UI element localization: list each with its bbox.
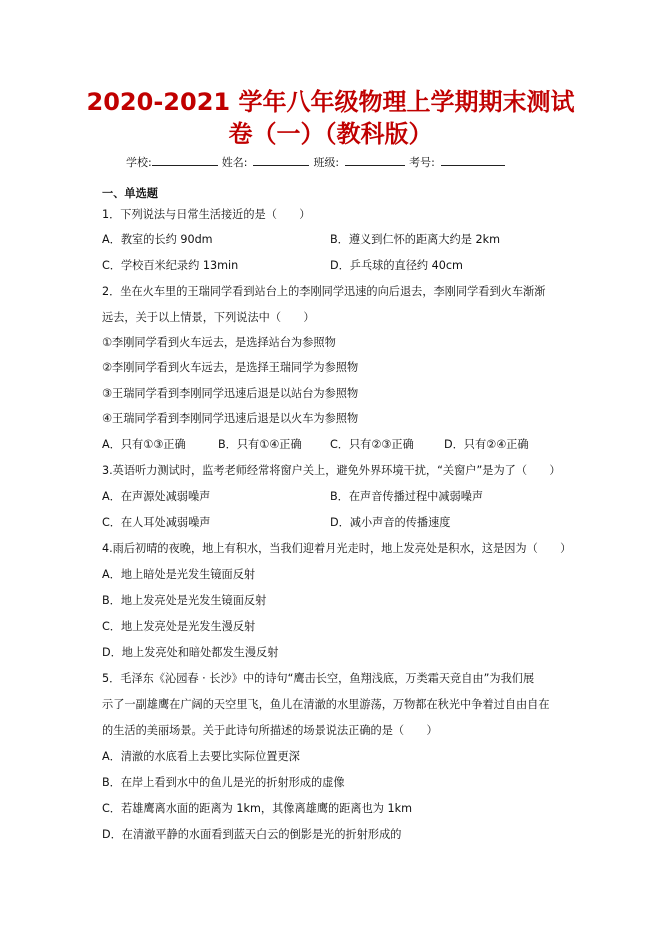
- question-5-option-d: D．在清澈平静的水面看到蓝天白云的倒影是光的折射形成的: [102, 828, 402, 841]
- question-4-stem: 4.雨后初晴的夜晚，地上有积水，当我们迎着月光走时，地上发亮处是积水，这是因为（ ）: [102, 542, 572, 555]
- document-title-line1: 2020-2021 学年八年级物理上学期期末测试: [86, 88, 575, 116]
- question-1-stem: 1．下列说法与日常生活接近的是（ ）: [102, 208, 311, 221]
- question-1-option-d: D．乒乓球的直径约 40cm: [330, 259, 463, 272]
- question-3-stem: 3.英语听力测试时，监考老师经常将窗户关上，避免外界环境干扰，“关窗户”是为了（ ）: [102, 464, 561, 477]
- question-2-stem-line1: 2．坐在火车里的王瑞同学看到站台上的李刚同学迅速的向后退去，李刚同学看到火车渐渐: [102, 285, 546, 298]
- question-5-option-b: B．在岸上看到水中的鱼儿是光的折射形成的虚像: [102, 776, 345, 789]
- question-3-option-a: A．在声源处减弱噪声: [102, 490, 211, 503]
- question-5-stem-line1: 5．毛泽东《沁园春 · 长沙》中的诗句“鹰击长空，鱼翔浅底，万类霜天竞自由”为我们展: [102, 672, 535, 685]
- question-2-stem-line2: 远去，关于以上情景，下列说法中（ ）: [102, 311, 315, 324]
- number-blank[interactable]: [441, 154, 505, 166]
- question-2-statement-2: ②李刚同学看到火车远去，是选择王瑞同学为参照物: [102, 361, 359, 374]
- class-blank[interactable]: [345, 154, 405, 166]
- name-blank[interactable]: [253, 154, 309, 166]
- question-4-option-c: C．地上发亮处是光发生漫反射: [102, 620, 256, 633]
- question-4-option-d: D．地上发亮处和暗处都发生漫反射: [102, 646, 279, 659]
- question-4-option-a: A．地上暗处是光发生镜面反射: [102, 568, 256, 581]
- section-heading-single-choice: 一、单选题: [102, 187, 158, 200]
- question-2-statement-3: ③王瑞同学看到李刚同学迅速后退是以站台为参照物: [102, 387, 359, 400]
- question-2-statement-1: ①李刚同学看到火车远去，是选择站台为参照物: [102, 336, 336, 349]
- question-2-option-b: B．只有①④正确: [218, 438, 302, 451]
- question-2-statement-4: ④王瑞同学看到李刚同学迅速后退是以火车为参照物: [102, 412, 359, 425]
- school-label: 学校:: [126, 156, 152, 169]
- question-1-option-c: C．学校百米纪录约 13min: [102, 259, 239, 272]
- school-blank[interactable]: [152, 154, 218, 166]
- student-info-line: [126, 154, 546, 171]
- question-1-option-b: B．遵义到仁怀的距离大约是 2km: [330, 233, 500, 246]
- number-label: 考号:: [409, 156, 435, 169]
- question-5-stem-line3: 的生活的美丽场景。关于此诗句所描述的场景说法正确的是（ ）: [102, 724, 438, 737]
- question-2-option-a: A．只有①③正确: [102, 438, 186, 451]
- question-5-stem-line2: 示了一副雄鹰在广阔的天空里飞，鱼儿在清澈的水里游荡，万物都在秋光中争着过自由自在: [102, 698, 550, 711]
- question-4-option-b: B．地上发亮处是光发生镜面反射: [102, 594, 267, 607]
- question-5-option-c: C．若雄鹰离水面的距离为 1km，其像离雄鹰的距离也为 1km: [102, 802, 413, 815]
- question-1-option-a: A．教室的长约 90dm: [102, 233, 213, 246]
- question-2-option-c: C．只有②③正确: [330, 438, 414, 451]
- question-3-option-c: C．在人耳处减弱噪声: [102, 516, 211, 529]
- question-5-option-a: A．清澈的水底看上去要比实际位置更深: [102, 750, 300, 763]
- name-label: 姓名:: [221, 156, 248, 169]
- document-title-line2: 卷（一）（教科版）: [228, 120, 433, 148]
- class-label: 班级:: [313, 156, 340, 169]
- question-3-option-d: D．减小声音的传播速度: [330, 516, 451, 529]
- question-3-option-b: B．在声音传播过程中减弱噪声: [330, 490, 484, 503]
- question-2-option-d: D．只有②④正确: [444, 438, 529, 451]
